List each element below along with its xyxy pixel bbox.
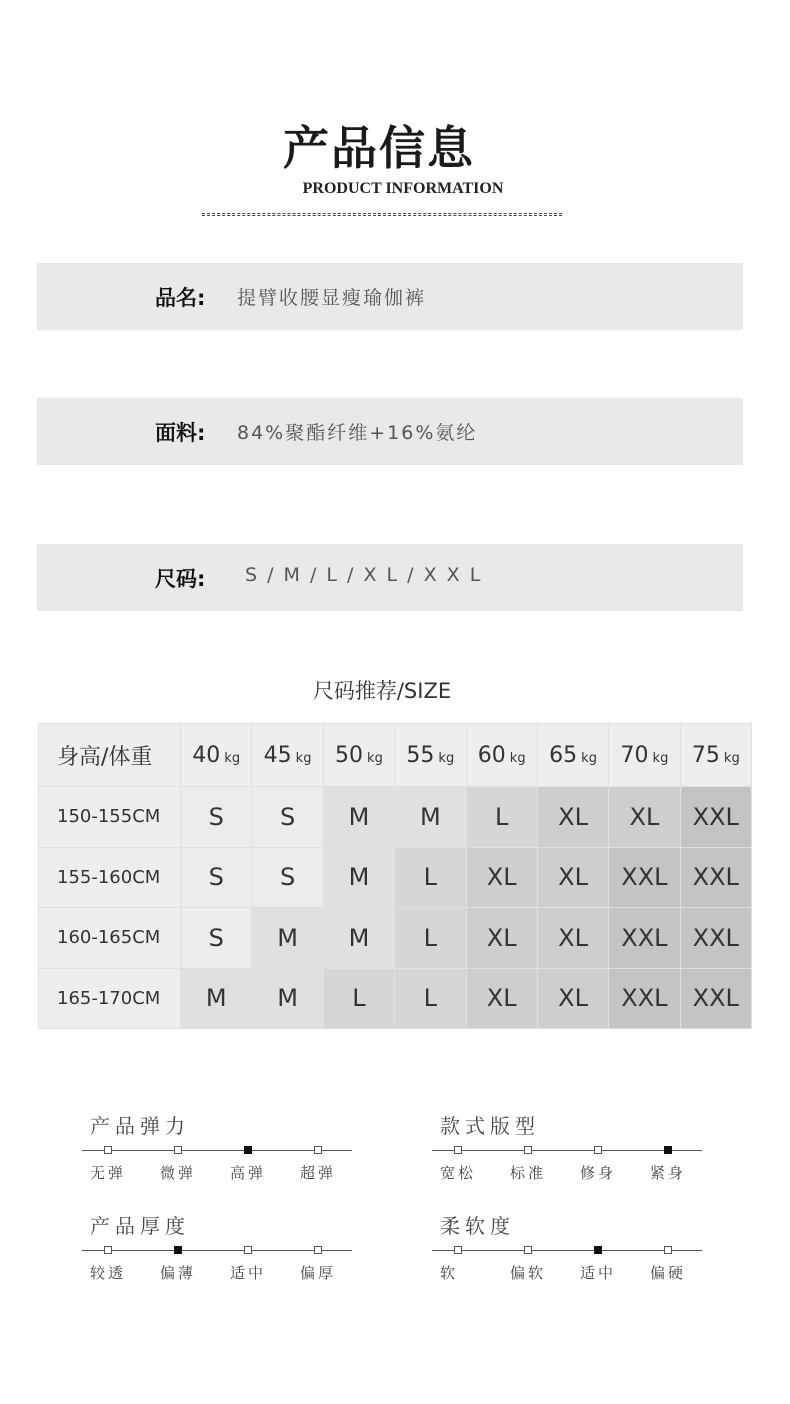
info-value: 提臂收腰显瘦瑜伽裤 — [237, 287, 427, 309]
scale-marker — [244, 1246, 252, 1254]
size-cell: XL — [537, 908, 608, 969]
height-range: 165-170CM — [39, 968, 181, 1029]
size-cell: M — [323, 908, 394, 969]
size-table-corner: 身高/体重 — [39, 724, 181, 787]
scale-title: 款式版型 — [440, 1114, 540, 1138]
scale-option-label: 较透 — [90, 1264, 127, 1282]
scale-elasticity — [82, 1110, 352, 1180]
scale-softness — [432, 1210, 702, 1280]
scale-option-label: 超弹 — [300, 1164, 337, 1182]
weight-value: 50 — [335, 742, 364, 768]
size-cell: XXL — [680, 847, 751, 908]
weight-unit: kg — [723, 750, 740, 766]
scale-option-label: 紧身 — [650, 1164, 687, 1182]
size-cell: XXL — [609, 847, 680, 908]
page-subtitle: PRODUCT INFORMATION — [302, 180, 504, 197]
weight-value: 65 — [549, 742, 578, 768]
scale-marker — [174, 1146, 182, 1154]
size-cell: S — [181, 787, 252, 848]
size-table-header-row — [39, 724, 752, 787]
size-cell: XL — [537, 968, 608, 1029]
info-label: 面料: — [155, 421, 206, 445]
weight-header — [537, 724, 608, 787]
size-cell: M — [395, 787, 466, 848]
size-cell: L — [323, 968, 394, 1029]
size-cell: XL — [466, 847, 537, 908]
weight-value: 70 — [620, 742, 649, 768]
scale-option-label: 偏硬 — [650, 1264, 687, 1282]
size-cell: M — [252, 968, 323, 1029]
scale-title: 柔软度 — [440, 1214, 515, 1238]
scale-marker — [524, 1146, 532, 1154]
scale-option-label: 软 — [440, 1264, 459, 1282]
size-cell: S — [181, 908, 252, 969]
info-row-name — [37, 263, 743, 330]
size-table — [38, 723, 752, 1029]
weight-unit: kg — [509, 750, 526, 766]
weight-value: 45 — [263, 742, 292, 768]
scale-fit — [432, 1110, 702, 1180]
scale-title: 产品厚度 — [90, 1214, 190, 1238]
weight-value: 40 — [192, 742, 221, 768]
size-cell: M — [252, 908, 323, 969]
weight-header — [395, 724, 466, 787]
size-cell: XL — [466, 908, 537, 969]
size-cell: M — [323, 847, 394, 908]
size-cell: XL — [537, 787, 608, 848]
scale-line — [432, 1250, 702, 1251]
scale-marker — [454, 1146, 462, 1154]
scale-marker — [524, 1246, 532, 1254]
size-cell: M — [181, 968, 252, 1029]
scale-thickness — [82, 1210, 352, 1280]
scale-marker-selected — [594, 1246, 602, 1254]
size-cell: L — [395, 908, 466, 969]
info-label: 尺码: — [155, 567, 206, 591]
info-row-size — [37, 544, 743, 611]
size-cell: XXL — [680, 787, 751, 848]
scale-marker — [104, 1246, 112, 1254]
weight-header — [181, 724, 252, 787]
size-cell: XXL — [680, 908, 751, 969]
size-cell: L — [395, 847, 466, 908]
scale-option-label: 修身 — [580, 1164, 617, 1182]
size-cell: L — [466, 787, 537, 848]
height-range: 150-155CM — [39, 787, 181, 848]
scale-marker — [454, 1246, 462, 1254]
dashed-divider — [202, 213, 562, 216]
info-value: S / M / L / X L / X X L — [245, 564, 483, 586]
info-row-fabric — [37, 398, 743, 465]
size-table-title: 尺码推荐/SIZE — [312, 679, 452, 703]
weight-header — [609, 724, 680, 787]
scale-marker-selected — [174, 1246, 182, 1254]
weight-value: 60 — [477, 742, 506, 768]
scale-option-label: 适中 — [230, 1264, 267, 1282]
scale-marker — [664, 1246, 672, 1254]
scale-option-label: 适中 — [580, 1264, 617, 1282]
scale-line — [82, 1250, 352, 1251]
weight-unit: kg — [652, 750, 669, 766]
scale-marker — [594, 1146, 602, 1154]
weight-unit: kg — [367, 750, 383, 766]
scale-title: 产品弹力 — [90, 1114, 190, 1138]
scale-marker — [104, 1146, 112, 1154]
scale-option-label: 宽松 — [440, 1164, 477, 1182]
size-cell: L — [395, 968, 466, 1029]
scale-option-label: 偏厚 — [300, 1264, 337, 1282]
weight-header — [252, 724, 323, 787]
table-row — [39, 787, 752, 848]
size-cell: XL — [609, 787, 680, 848]
scale-option-label: 偏软 — [510, 1264, 547, 1282]
weight-value: 55 — [406, 742, 435, 768]
info-label: 品名: — [155, 286, 206, 310]
size-cell: XXL — [609, 908, 680, 969]
scale-marker — [314, 1246, 322, 1254]
weight-value: 75 — [691, 742, 720, 768]
scale-option-label: 标准 — [510, 1164, 547, 1182]
table-row — [39, 908, 752, 969]
scale-option-label: 微弹 — [160, 1164, 197, 1182]
size-cell: XXL — [609, 968, 680, 1029]
size-cell: S — [252, 847, 323, 908]
scale-line — [432, 1150, 702, 1151]
size-cell: M — [323, 787, 394, 848]
table-row — [39, 968, 752, 1029]
scale-line — [82, 1150, 352, 1151]
page-title: 产品信息 — [283, 121, 475, 175]
scale-marker-selected — [244, 1146, 252, 1154]
weight-header — [323, 724, 394, 787]
table-row — [39, 847, 752, 908]
size-cell: XL — [537, 847, 608, 908]
size-cell: S — [181, 847, 252, 908]
weight-header — [466, 724, 537, 787]
weight-unit: kg — [295, 750, 312, 766]
scale-option-label: 高弹 — [230, 1164, 267, 1182]
weight-unit: kg — [224, 750, 241, 766]
height-range: 160-165CM — [39, 908, 181, 969]
scale-option-label: 偏薄 — [160, 1264, 197, 1282]
scale-option-label: 无弹 — [90, 1164, 127, 1182]
height-range: 155-160CM — [39, 847, 181, 908]
size-cell: XXL — [680, 968, 751, 1029]
info-value: 84%聚酯纤维+16%氨纶 — [237, 422, 478, 444]
weight-header — [680, 724, 751, 787]
weight-unit: kg — [438, 750, 455, 766]
scale-marker-selected — [664, 1146, 672, 1154]
scale-marker — [314, 1146, 322, 1154]
size-cell: S — [252, 787, 323, 848]
weight-unit: kg — [581, 750, 597, 766]
size-cell: XL — [466, 968, 537, 1029]
